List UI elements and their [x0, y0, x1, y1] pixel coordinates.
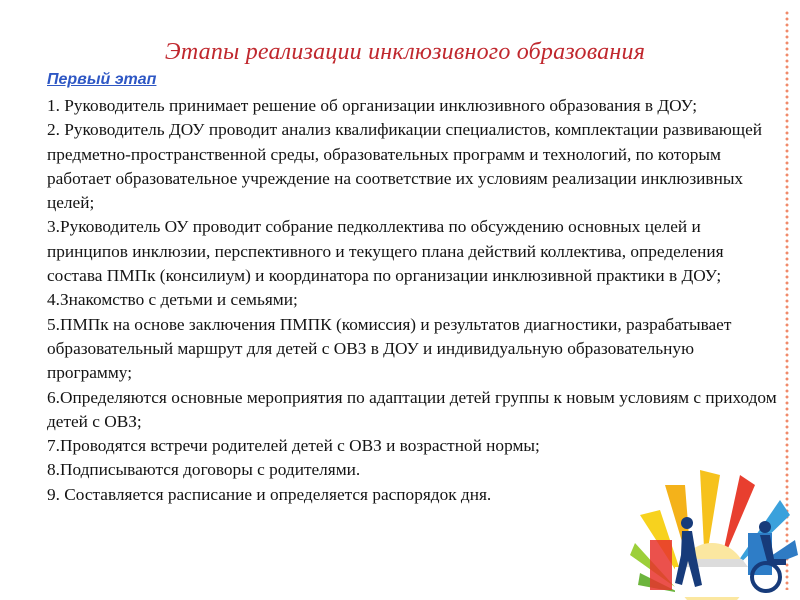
step-item: 2. Руководитель ДОУ проводит анализ квалификации специалистов, комплектации развивающей предметно-пространственной среды, образовательных программ и технологий, по которым работает образовательное учреждение на соответствие их условиям реализации инклюзивных целей; [47, 120, 763, 213]
step-item: 1. Руководитель принимает решение об организации инклюзивного образования в ДОУ; [47, 96, 698, 115]
step-item: 4.Знакомство с детьми и семьями; [47, 290, 298, 310]
inclusion-illustration [630, 455, 800, 600]
step-item: 7.Проводятся встречи родителей детей с ОВЗ и возрастной нормы; [47, 436, 540, 456]
steps-list [47, 94, 777, 507]
step-item: 8.Подписываются договоры с родителями. [47, 460, 361, 480]
step-item: 9. Составляется расписание и определяется распорядок дня. [47, 484, 492, 504]
step-item: 3.Руководитель ОУ проводит собрание педколлектива по обсуждению основных целей и принципов инклюзии, перспективного и текущего плана действий коллектива, определения состава ПМПк (консилиум) и координатора по организации инклюзивной практики в ДОУ; [47, 217, 724, 286]
step-item: 5.ПМПк на основе заключения ПМПК (комиссия) и результатов диагностики, разрабатывает образовательный маршрут для детей с ОВЗ в ДОУ и индивидуальную образовательную программу; [47, 314, 732, 383]
slide-title: Этапы реализации инклюзивного образования [164, 39, 646, 65]
stage-heading: Первый этап [47, 71, 157, 88]
step-item: 6.Определяются основные мероприятия по адаптации детей группы к новым условиям с приходом детей с ОВЗ; [47, 387, 777, 431]
